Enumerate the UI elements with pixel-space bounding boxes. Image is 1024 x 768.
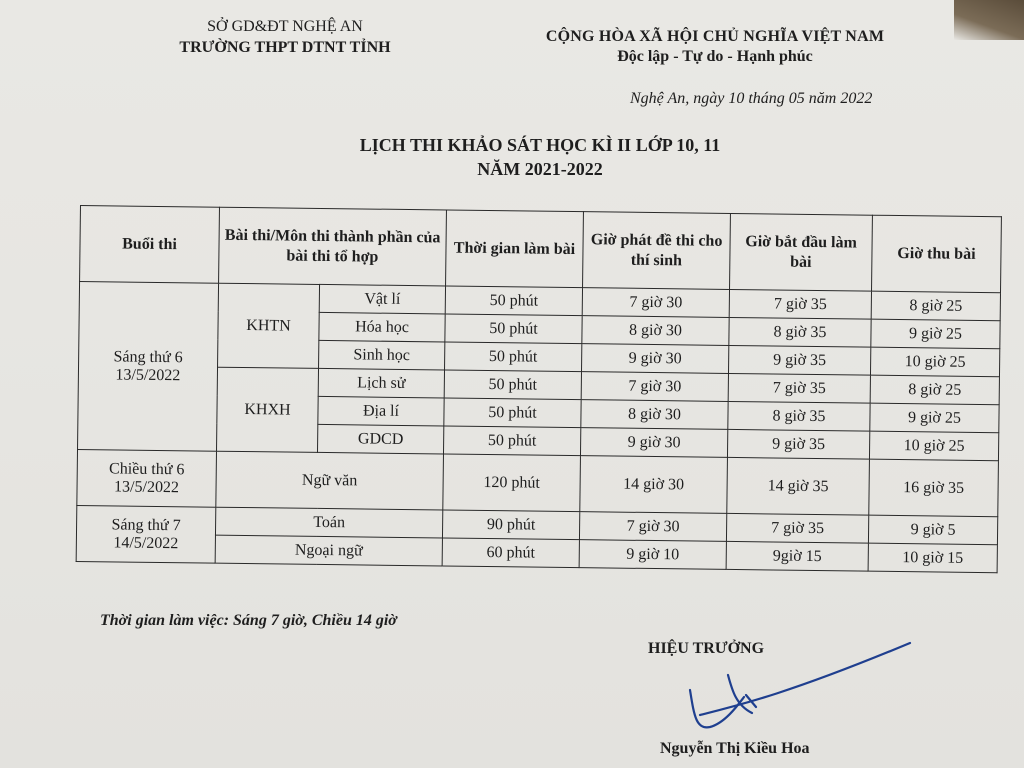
subject-cell: Ngoại ngữ	[215, 535, 442, 566]
title-line-2: NĂM 2021-2022	[477, 159, 603, 179]
date-line: Nghệ An, ngày 10 tháng 05 năm 2022	[630, 90, 873, 107]
page-corner-shadow	[954, 0, 1024, 40]
issue-cell: 9 giờ 10	[579, 540, 726, 570]
header-end-time: Giờ thu bài	[872, 215, 1002, 293]
header-subject: Bài thi/Môn thi thành phần của bài thi tổ hợp	[219, 207, 447, 286]
duration-cell: 60 phút	[442, 538, 579, 568]
start-cell: 7 giờ 35	[726, 513, 868, 543]
subject-cell: Vật lí	[319, 284, 445, 314]
issue-cell: 14 giờ 30	[580, 456, 728, 514]
table-header-row	[80, 206, 1002, 293]
issue-cell: 7 giờ 30	[579, 512, 726, 542]
issue-cell: 7 giờ 30	[582, 288, 729, 318]
header-start-time: Giờ bắt đầu làm bài	[730, 213, 873, 291]
end-cell: 8 giờ 25	[871, 291, 1000, 321]
national-motto: Độc lập - Tự do - Hạnh phúc	[617, 48, 813, 65]
end-cell: 16 giờ 35	[869, 459, 999, 517]
duration-cell: 50 phút	[445, 342, 582, 372]
title-line-1: LỊCH THI KHẢO SÁT HỌC KÌ II LỚP 10, 11	[359, 135, 721, 155]
group-cell: KHXH	[217, 367, 319, 452]
end-cell: 10 giờ 15	[868, 543, 997, 573]
start-cell: 9giờ 15	[726, 541, 868, 571]
end-cell: 10 giờ 25	[870, 347, 999, 377]
header-right	[520, 28, 910, 66]
issue-cell: 9 giờ 30	[580, 428, 727, 458]
subject-cell: Sinh học	[319, 340, 445, 370]
issue-cell: 9 giờ 30	[582, 344, 729, 374]
exam-schedule-table	[76, 205, 1002, 573]
working-hours-note: Thời gian làm việc: Sáng 7 giờ, Chiều 14 giờ	[100, 612, 397, 629]
subject-cell: Toán	[215, 507, 442, 538]
subject-cell: GDCD	[317, 424, 443, 454]
subject-cell: Địa lí	[318, 396, 444, 426]
start-cell: 9 giờ 35	[727, 429, 869, 459]
duration-cell: 50 phút	[443, 426, 580, 456]
subject-cell: Lịch sử	[318, 368, 444, 398]
end-cell: 9 giờ 25	[870, 403, 999, 433]
header-issue-time: Giờ phát đề thi cho thí sinh	[583, 212, 731, 290]
signatory-title: HIỆU TRƯỞNG	[648, 640, 765, 657]
start-cell: 14 giờ 35	[727, 457, 870, 515]
school-name: TRƯỜNG THPT DTNT TỈNH	[179, 39, 391, 56]
header-session: Buổi thi	[80, 206, 220, 284]
start-cell: 8 giờ 35	[729, 317, 871, 347]
nation-name: CỘNG HÒA XÃ HỘI CHỦ NGHĨA VIỆT NAM	[545, 28, 885, 45]
handwritten-signature	[680, 635, 920, 745]
session-cell: Chiều thứ 6 13/5/2022	[77, 449, 217, 507]
session-cell: Sáng thứ 7 14/5/2022	[76, 505, 216, 563]
session-cell: Sáng thứ 6 13/5/2022	[78, 282, 219, 452]
signatory-name: Nguyễn Thị Kiều Hoa	[660, 740, 810, 757]
duration-cell: 120 phút	[443, 454, 581, 512]
end-cell: 10 giờ 25	[869, 431, 998, 461]
duration-cell: 50 phút	[444, 370, 581, 400]
start-cell: 7 giờ 35	[729, 289, 871, 319]
issue-cell: 8 giờ 30	[581, 400, 728, 430]
duration-cell: 50 phút	[445, 314, 582, 344]
header-left	[150, 18, 420, 57]
subject-cell: Hóa học	[319, 312, 445, 342]
duration-cell: 50 phút	[445, 286, 582, 316]
header-duration: Thời gian làm bài	[446, 210, 584, 288]
end-cell: 9 giờ 25	[871, 319, 1000, 349]
issue-cell: 8 giờ 30	[582, 316, 729, 346]
subject-cell: Ngữ văn	[216, 451, 444, 510]
end-cell: 8 giờ 25	[870, 375, 999, 405]
start-cell: 7 giờ 35	[728, 373, 870, 403]
document-title	[220, 133, 860, 181]
start-cell: 9 giờ 35	[728, 345, 870, 375]
group-cell: KHTN	[218, 283, 320, 368]
start-cell: 8 giờ 35	[728, 401, 870, 431]
department-name: SỞ GD&ĐT NGHỆ AN	[207, 18, 363, 35]
duration-cell: 90 phút	[442, 510, 579, 540]
issue-cell: 7 giờ 30	[581, 372, 728, 402]
duration-cell: 50 phút	[444, 398, 581, 428]
end-cell: 9 giờ 5	[868, 515, 997, 545]
